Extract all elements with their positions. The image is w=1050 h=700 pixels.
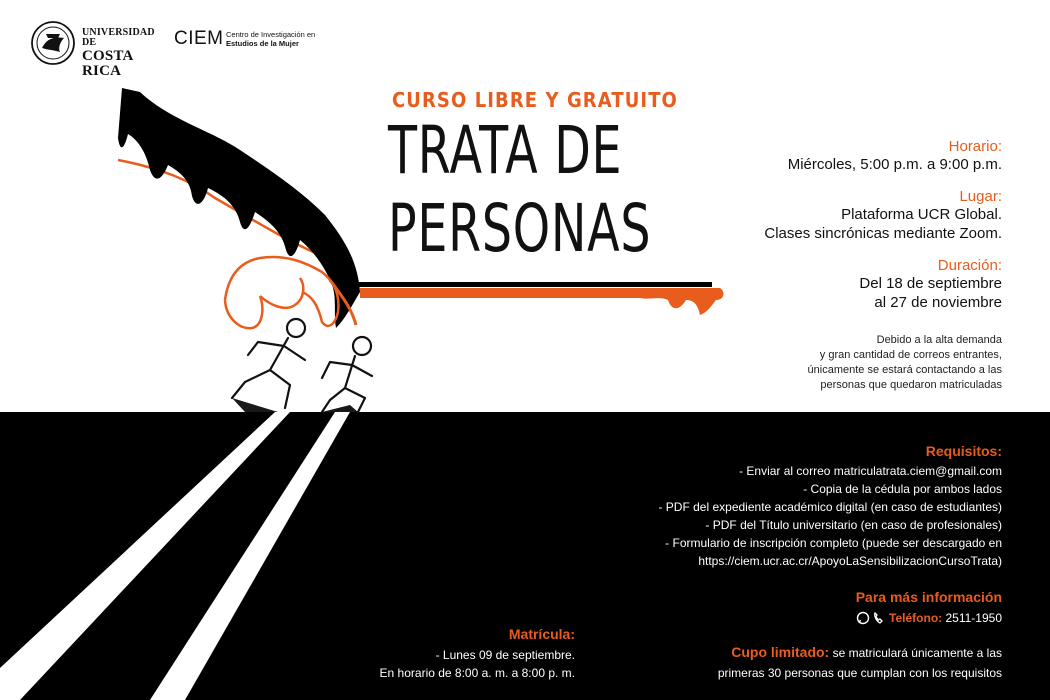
light-paths: [0, 412, 350, 700]
university-line1: UNIVERSIDAD DE: [82, 27, 155, 48]
hand-outline: [225, 257, 338, 328]
phone-icon: [875, 613, 882, 623]
demand-note: [702, 333, 1002, 392]
ciem-line1: Centro de Investigación en: [226, 30, 316, 39]
requirement-item: - Enviar al correo matriculatrata.ciem@gmail.com: [739, 463, 1002, 478]
runner-figures: [232, 319, 372, 412]
course-title-line1: TRATA DE: [388, 112, 623, 189]
key-stem: [355, 282, 712, 287]
runner-shadows: [232, 398, 358, 412]
ucr-logo: [30, 20, 170, 79]
course-kicker: CURSO LIBRE Y GRATUITO: [392, 88, 678, 112]
contact-heading: Para más información: [855, 589, 1002, 605]
university-name: [82, 28, 170, 79]
limited-seats-block: [718, 642, 1002, 682]
schedule-label: Horario:: [948, 138, 1002, 155]
phone-number[interactable]: 2511-1950: [945, 610, 1002, 625]
requirement-item: - PDF del Título universitario (en caso de profesionales): [705, 517, 1002, 532]
enrollment-block: [380, 624, 575, 683]
cupo-text1: se matriculará únicamente a las: [832, 646, 1002, 660]
cupo-text2: primeras 30 personas que cumplan con los requisitos: [717, 665, 1002, 680]
enrollment-heading: Matrícula:: [508, 626, 575, 642]
phone-label: Teléfono:: [889, 610, 943, 625]
course-title-line2: PERSONAS: [388, 190, 652, 267]
ciem-line2: Estudios de la Mujer: [226, 39, 299, 49]
note-line3: únicamente se estará contactando a las: [807, 363, 1002, 376]
enrollment-date: - Lunes 09 de septiembre.: [435, 647, 575, 662]
schedule-value: Miércoles, 5:00 p.m. a 9:00 p.m.: [787, 156, 1002, 173]
requirement-item: - Copia de la cédula por ambos lados: [803, 481, 1002, 496]
requirement-item: - Formulario de inscripción completo (puede ser descargado en: [665, 535, 1002, 550]
cupo-heading: Cupo limitado:: [731, 644, 830, 660]
key-drip: [360, 288, 723, 315]
schedule-block: [788, 138, 1002, 175]
requirements-block: [658, 442, 1002, 570]
note-line4: personas que quedaron matriculadas: [820, 378, 1002, 391]
whatsapp-icon: [856, 611, 886, 625]
university-seal-icon: [30, 20, 76, 66]
duration-block: [859, 257, 1002, 313]
enrollment-hours: En horario de 8:00 a. m. a 8:00 p. m.: [379, 666, 575, 681]
requirement-item: - PDF del expediente académico digital (en caso de estudiantes): [658, 499, 1002, 514]
note-line1: Debido a la alta demanda: [876, 334, 1002, 346]
form-url-link[interactable]: https://ciem.ucr.ac.cr/ApoyoLaSensibilizacionCursoTrata): [698, 553, 1002, 568]
duration-value2: al 27 de noviembre: [874, 293, 1002, 311]
university-line2: COSTA RICA: [82, 48, 133, 79]
sleeve-drip: [118, 88, 360, 328]
requirements-heading: Requisitos:: [925, 443, 1002, 459]
location-value1: Plataforma UCR Global.: [841, 206, 1002, 223]
contact-block: [856, 587, 1002, 627]
ciem-full-name: [226, 30, 315, 49]
location-label: Lugar:: [959, 188, 1002, 205]
cupo-line1: [718, 642, 1002, 664]
duration-label: Duración:: [937, 257, 1002, 274]
location-value2: Clases sincrónicas mediante Zoom.: [764, 224, 1002, 242]
phone-line: [856, 609, 1002, 628]
note-line2: y gran cantidad de correos entrantes,: [819, 348, 1002, 361]
ciem-acronym: CIEM: [174, 28, 224, 49]
location-block: [764, 188, 1002, 244]
duration-value1: Del 18 de septiembre: [859, 275, 1002, 292]
